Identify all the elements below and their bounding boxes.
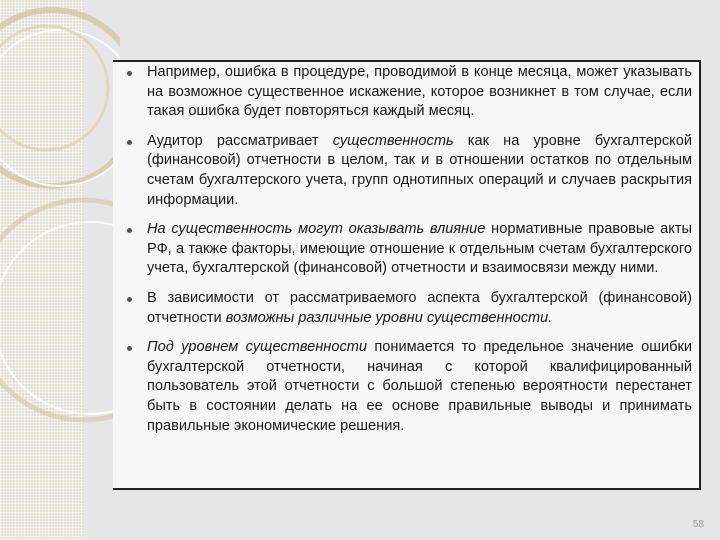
bullet-item: [120, 132, 692, 210]
bullet-text: нормативные правовые акты РФ, а также факторы, имеющие отношение к отдельным счетам бухгалтерского учета, бухгалтерской (финансовой) отчетности и взаимосвязи между ними.: [147, 221, 693, 277]
bullet-list: [120, 63, 692, 446]
bullet-dot-icon: [127, 228, 132, 233]
bullet-text: понимается то предельное значение ошибки бухгалтерской отчетности, начиная с которой квалифицированный пользователь этой отчетности с большой степенью вероятности перестанет быть в состоянии делать на ее основе правильные выводы и принимать правильные экономические решения.: [147, 339, 693, 434]
bullet-text-italic: существенность: [332, 132, 454, 149]
bullet-text-italic: На существенность могут оказывать влияние: [147, 221, 486, 238]
bullet-text-italic: Под уровнем существенности: [147, 339, 368, 356]
bullet-dot-icon: [127, 140, 132, 145]
bullet-text-italic: возможны различные уровни существенности.: [225, 309, 553, 326]
bullet-item: [120, 63, 692, 122]
bullet-item: [120, 220, 692, 279]
bullet-text: Например, ошибка в процедуре, проводимой в конце месяца, может указывать на возможное существенное искажение, которое возникнет в том случае, если такая ошибка будет повторяться каждый месяц.: [147, 64, 692, 120]
bullet-dot-icon: [127, 297, 132, 302]
bullet-text: Аудитор рассматривает: [147, 132, 333, 149]
decorative-circles-graphic: [0, 0, 120, 540]
page-number: 58: [692, 519, 704, 530]
bullet-text: как на уровне бухгалтерской (финансовой) отчетности в целом, так и в отношении остатков по отдельным счетам бухгалтерского учета, групп однотипных операций и случаев раскрытия информации.: [147, 132, 692, 208]
bullet-item: [120, 289, 692, 328]
bullet-dot-icon: [127, 71, 132, 76]
bullet-text: В зависимости от рассматриваемого аспекта бухгалтерской (финансовой) отчетности: [147, 289, 692, 326]
bullet-dot-icon: [127, 346, 132, 351]
bullet-item: [120, 338, 692, 436]
